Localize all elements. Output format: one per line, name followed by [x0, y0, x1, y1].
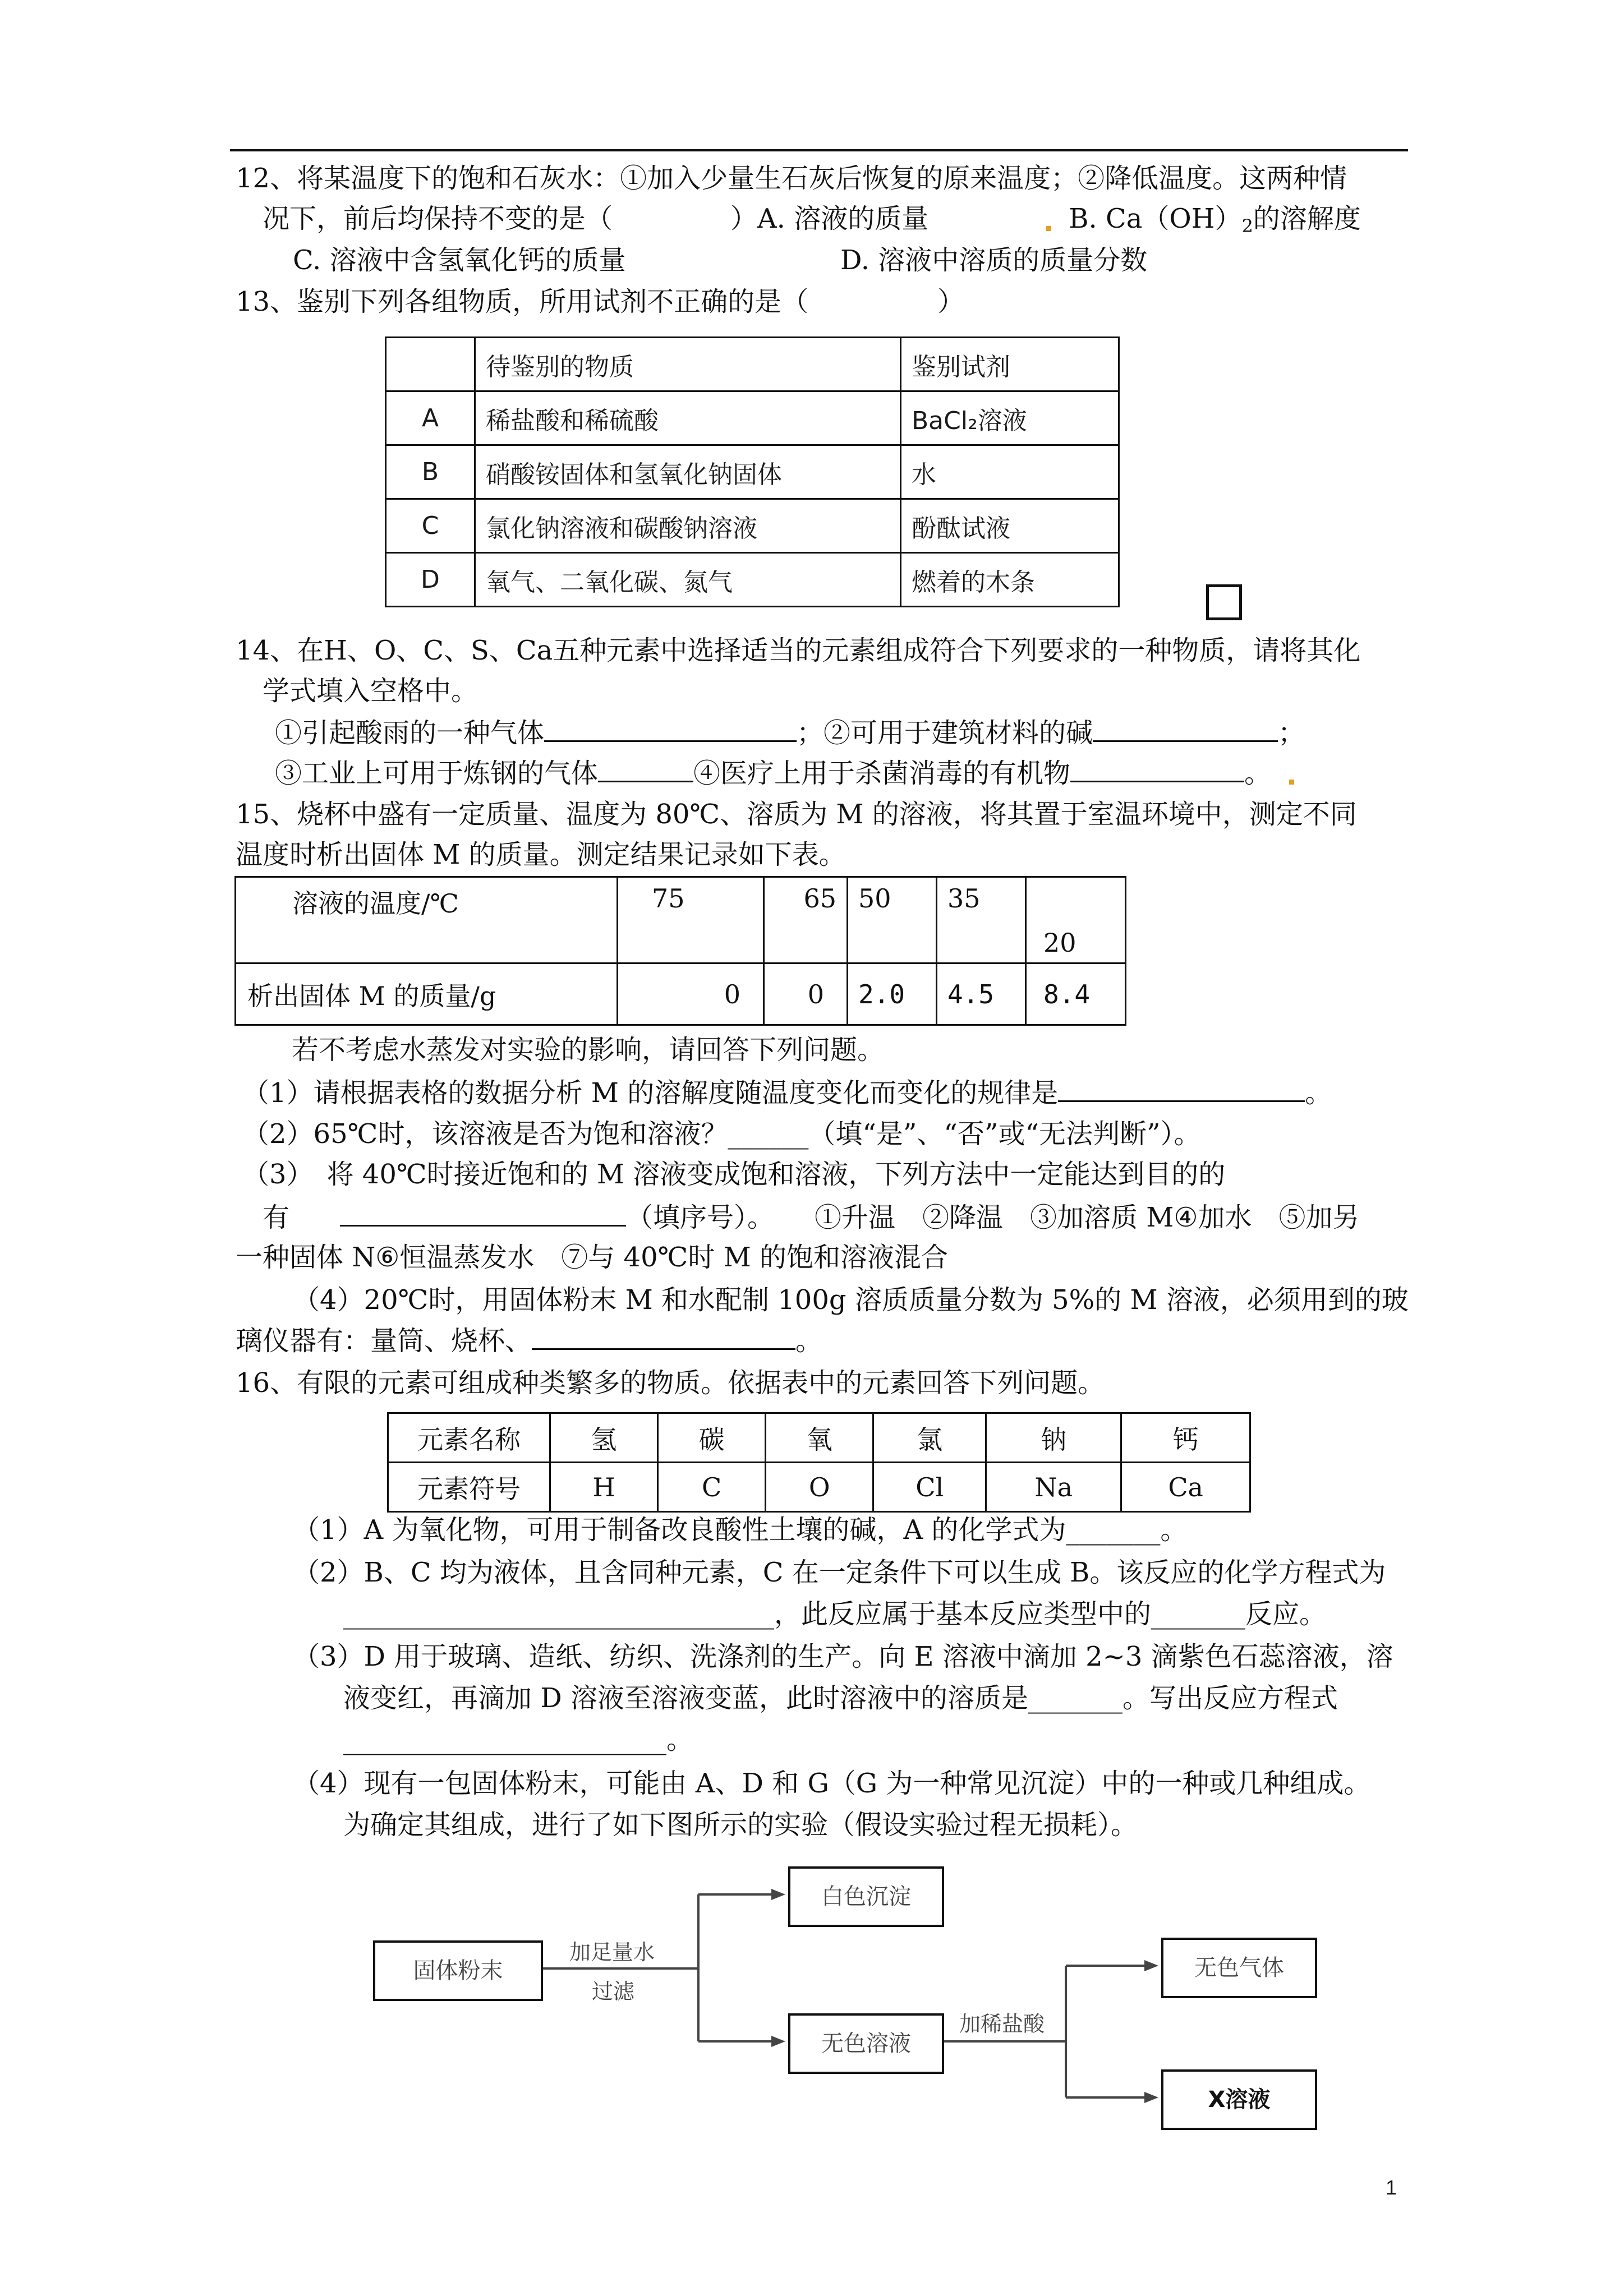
q15-part2: （2）65℃时，该溶液是否为饱和溶液？______（填“是”、“否”或“无法判断”）。: [242, 1118, 1201, 1150]
q16-symbol-label: 元素符号: [388, 1463, 550, 1512]
q16-name-o: 氧: [766, 1413, 873, 1463]
q16-part2-line1: （2）B、C 均为液体，且含同种元素，C 在一定条件下可以生成 B。该反应的化学方程式为: [293, 1557, 1386, 1588]
q16-symbol-na: Na: [986, 1463, 1121, 1512]
q16-name-c: 碳: [658, 1413, 766, 1463]
q15-temp-75: 75: [618, 877, 764, 963]
q13-row-c-substances: 氯化钠溶液和碳酸钠溶液: [475, 499, 901, 553]
q13-row-a-reagent: BaCl₂溶液: [901, 391, 1119, 445]
q15-part3-line1: （3） 将 40℃时接近饱和的 M 溶液变成饱和溶液，下列方法中一定能达到目的的: [242, 1159, 1226, 1190]
q16-line1: 16、有限的元素可组成种类繁多的物质。依据表中的元素回答下列问题。: [236, 1367, 1105, 1399]
q15-mass-20: 8.4: [1026, 963, 1126, 1025]
q13-row-d-label: D: [386, 553, 475, 607]
q13-prompt: 13、鉴别下列各组物质，所用试剂不正确的是（ ）: [236, 286, 965, 317]
q15-part3-line2: 有 （填序号）。 ①升温 ②降温 ③加溶质 M④加水 ⑤加另: [263, 1200, 1359, 1234]
q15-blank-4[interactable]: [532, 1324, 795, 1350]
q15-temp-35: 35: [937, 877, 1026, 963]
q16-part3-line3: ________________________。: [343, 1724, 694, 1755]
q16-part3-line1: （3）D 用于玻璃、造纸、纺织、洗涤剂的生产。向 E 溶液中滴加 2~3 滴紫色石蕊溶液，溶: [293, 1641, 1393, 1672]
mark-dot: [1289, 780, 1294, 785]
q16-name-cl: 氯: [873, 1413, 986, 1463]
q15-temp-50: 50: [848, 877, 937, 963]
q16-part1: （1）A 为氧化物，可用于制备改良酸性土壤的碱，A 的化学式为_______。: [293, 1514, 1188, 1546]
q16-name-ca: 钙: [1121, 1413, 1250, 1463]
q16-symbol-c: C: [658, 1463, 766, 1512]
q14-line3: ①引起酸雨的一种气体 ；②可用于建筑材料的碱 ；: [275, 716, 1305, 750]
q16-part3-line2: 液变红，再滴加 D 溶液至溶液变蓝，此时溶液中的溶质是_______。写出反应方程式: [343, 1682, 1338, 1714]
q16-symbol-h: H: [550, 1463, 658, 1512]
q14-blank-2[interactable]: [1093, 716, 1278, 742]
q13-row-b-label: B: [386, 445, 475, 499]
q16-element-table: [387, 1412, 1251, 1513]
flow-start-box: 固体粉末: [373, 1940, 543, 2001]
q16-name-label: 元素名称: [388, 1413, 550, 1463]
q15-mass-65: 0: [764, 963, 848, 1025]
q15-mass-75: 0: [618, 963, 764, 1025]
q15-mass-50: 2.0: [848, 963, 937, 1025]
q16-part4-line2: 为确定其组成，进行了如下图所示的实验（假设实验过程无损耗）。: [343, 1809, 1138, 1841]
q16-part2-line2: ________________________________，此反应属于基本反应类型中的_______反应。: [343, 1598, 1327, 1630]
header-rule: [230, 149, 1408, 151]
q14-blank-1[interactable]: [544, 716, 797, 742]
q16-part4-line1: （4）现有一包固体粉末，可能由 A、D 和 G（G 为一种常见沉淀）中的一种或几种组成。: [293, 1768, 1371, 1799]
flow-step1-label: 加足量水: [569, 1940, 655, 1965]
q14-blank-3[interactable]: [598, 756, 693, 782]
q13-row-b-substances: 硝酸铵固体和氢氧化钠固体: [475, 445, 901, 499]
q13-table: [385, 336, 1120, 607]
q13-row-a-label: A: [386, 391, 475, 445]
q15-part4-line2: 璃仪器有：量筒、烧杯、 。: [236, 1324, 822, 1358]
q15-line2: 温度时析出固体 M 的质量。测定结果记录如下表。: [236, 839, 846, 870]
q13-row-b-reagent: 水: [901, 445, 1119, 499]
q13-header-substances: 待鉴别的物质: [475, 338, 901, 391]
flow-white-precipitate-box: 白色沉淀: [788, 1866, 944, 1927]
q12-option-d: D. 溶液中溶质的质量分数: [840, 245, 1148, 276]
q12-line1: 12、将某温度下的饱和石灰水：①加入少量生石灰后恢复的原来温度；②降低温度。这两种情: [236, 163, 1347, 194]
q12-option-c: C. 溶液中含氢氧化钙的质量: [293, 245, 626, 276]
flow-step1-sublabel: 过滤: [592, 1979, 635, 2004]
q15-table: [234, 876, 1126, 1026]
q15-blank-3[interactable]: [340, 1200, 626, 1227]
q13-row-d-substances: 氧气、二氧化碳、氮气: [475, 553, 901, 607]
q15-intro: 若不考虑水蒸发对实验的影响，请回答下列问题。: [292, 1034, 885, 1066]
flow-step2-label: 加稀盐酸: [959, 2012, 1045, 2036]
q14-blank-4[interactable]: [1070, 756, 1244, 782]
q14-line4: ③工业上可用于炼钢的气体 ④医疗上用于杀菌消毒的有机物 。: [275, 756, 1271, 790]
q15-part4-line1: （4）20℃时，用固体粉末 M 和水配制 100g 溶质质量分数为 5%的 M 溶液，必须用到的玻: [293, 1284, 1409, 1316]
q16-name-h: 氢: [550, 1413, 658, 1463]
q15-temp-label: 溶液的温度/℃: [236, 877, 618, 963]
q15-part1: （1）请根据表格的数据分析 M 的溶解度随温度变化而变化的规律是 。: [242, 1076, 1332, 1110]
flow-colorless-solution-box: 无色溶液: [788, 2013, 944, 2074]
q13-row-c-reagent: 酚酞试液: [901, 499, 1119, 553]
q16-name-na: 钠: [986, 1413, 1121, 1463]
q15-mass-35: 4.5: [937, 963, 1026, 1025]
q16-symbol-cl: Cl: [873, 1463, 986, 1512]
checkbox-square: [1206, 584, 1242, 620]
q14-line2: 学式填入空格中。: [263, 675, 479, 707]
q16-symbol-ca: Ca: [1121, 1463, 1250, 1512]
q15-temp-20: 20: [1026, 877, 1126, 963]
q15-part3-line3: 一种固体 N⑥恒温蒸发水 ⑦与 40℃时 M 的饱和溶液混合: [236, 1242, 948, 1273]
q12-line2: 况下，前后均保持不变的是（ ）A. 溶液的质量 B. $Ca(OH)_2$的溶解度: [263, 203, 1361, 237]
q15-mass-label: 析出固体 M 的质量/g: [236, 963, 618, 1025]
page-number: 1: [1386, 2176, 1397, 2199]
q13-header-blank: [386, 338, 475, 391]
q13-header-reagent: 鉴别试剂: [901, 338, 1119, 391]
flow-colorless-gas-box: 无色气体: [1161, 1938, 1317, 1998]
mark-dot: [1046, 226, 1051, 231]
q13-row-a-substances: 稀盐酸和稀硫酸: [475, 391, 901, 445]
flow-diagram: [359, 1856, 1324, 2120]
q14-line1: 14、在H、O、C、S、Ca五种元素中选择适当的元素组成符合下列要求的一种物质，请将其化: [236, 635, 1361, 666]
q15-temp-65: 65: [764, 877, 848, 963]
flow-x-solution-box: X溶液: [1161, 2069, 1317, 2130]
q15-blank-1[interactable]: [1058, 1076, 1305, 1102]
q13-row-c-label: C: [386, 499, 475, 553]
q15-line1: 15、烧杯中盛有一定质量、温度为 80℃、溶质为 M 的溶液，将其置于室温环境中，测定不同: [236, 799, 1357, 830]
q13-row-d-reagent: 燃着的木条: [901, 553, 1119, 607]
q16-symbol-o: O: [766, 1463, 873, 1512]
